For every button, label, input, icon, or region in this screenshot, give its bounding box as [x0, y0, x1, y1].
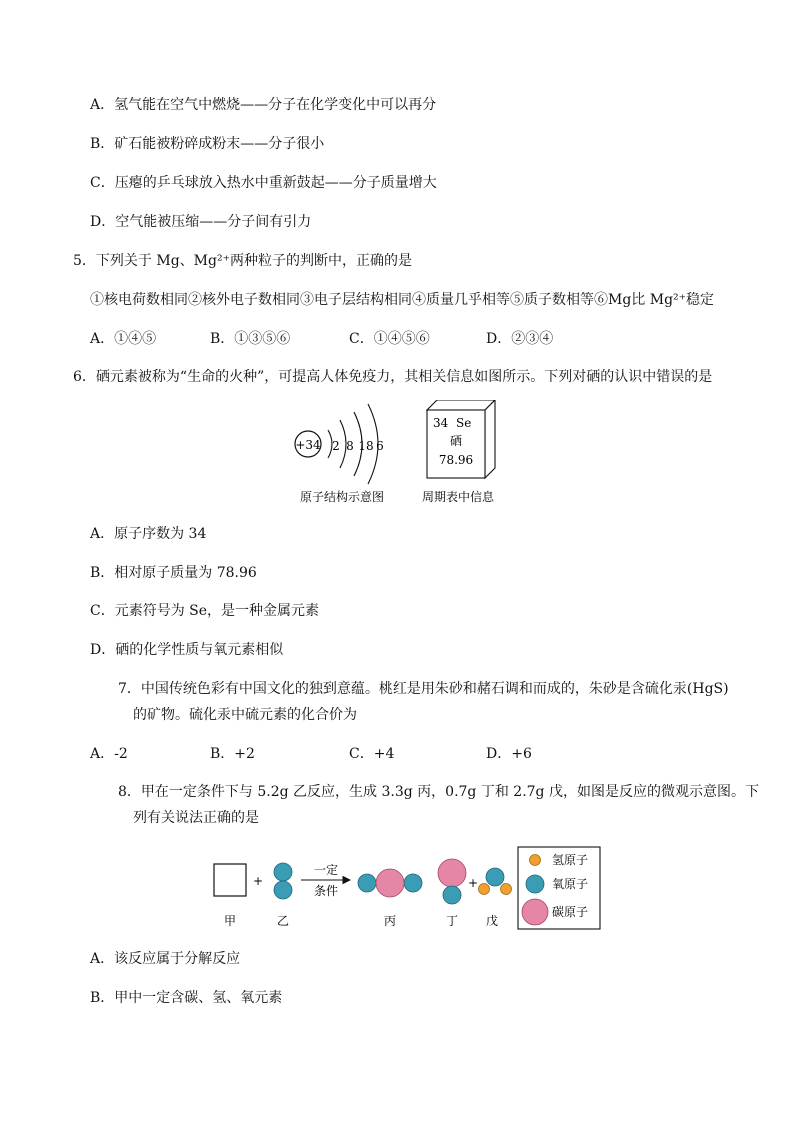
carbon-atom — [376, 869, 404, 897]
q6-option-c: C．元素符号为 Se，是一种金属元素 — [90, 603, 320, 619]
carbon-atom — [438, 859, 466, 887]
legend-carbon-label: 碳原子 — [552, 905, 589, 919]
atomic-mass: 78.96 — [438, 453, 474, 467]
label-jia: 甲 — [223, 914, 237, 928]
q4-option-c: C．压瘪的乒乓球放入热水中重新鼓起——分子质量增大 — [90, 175, 437, 191]
q7-option-c: C．+4 — [349, 746, 395, 762]
shell-electrons-4: 6 — [376, 439, 384, 453]
plus-sign-2: + — [467, 876, 479, 890]
q7-option-a: A．-2 — [90, 746, 128, 762]
hydrogen-atom — [479, 884, 490, 895]
shell-electrons-2: 8 — [346, 439, 354, 453]
plus-sign-1: + — [252, 874, 264, 888]
hydrogen-atom — [501, 884, 512, 895]
oxygen-atom — [404, 874, 422, 892]
q6-option-d: D．硒的化学性质与氧元素相似 — [90, 642, 284, 658]
reaction-diagram — [200, 843, 610, 935]
shell-electrons-1: 2 — [332, 439, 340, 453]
label-ding: 丁 — [445, 914, 459, 928]
q7-option-d: D．+6 — [486, 746, 532, 762]
oxygen-atom — [274, 863, 292, 881]
oxygen-atom — [358, 874, 376, 892]
oxygen-atom — [443, 886, 461, 904]
legend-hydrogen-icon — [530, 855, 541, 866]
q8-stem-line1: 8．甲在一定条件下与 5.2g 乙反应，生成 3.3g 丙，0.7g 丁和 2.7g 戊，如图是反应的微观示意图。下 — [118, 784, 759, 800]
legend-oxygen-icon — [526, 875, 544, 893]
selenium-figure — [280, 400, 520, 510]
q8-option-b: B．甲中一定含碳、氢、氧元素 — [90, 990, 283, 1006]
q5-option-b: B．①③⑤⑥ — [210, 331, 291, 347]
q6-stem: 6．硒元素被称为“生命的火种”，可提高人体免疫力，其相关信息如图所示。下列对硒的认识中错误的是 — [73, 369, 713, 385]
oxygen-atom — [486, 868, 504, 886]
shell-electrons-3: 18 — [358, 439, 374, 453]
q5-stem: 5．下列关于 Mg、Mg²⁺两种粒子的判断中，正确的是 — [73, 253, 412, 269]
atom-structure-caption: 原子结构示意图 — [299, 490, 385, 504]
q5-option-d: D．②③④ — [486, 331, 554, 347]
atom-structure-diagram — [295, 404, 384, 504]
legend-oxygen-label: 氧原子 — [552, 877, 589, 891]
q8-stem-line2: 列有关说法正确的是 — [133, 810, 259, 826]
legend-hydrogen-label: 氢原子 — [552, 853, 589, 867]
label-wu: 戊 — [485, 914, 499, 928]
element-symbol: Se — [456, 416, 472, 430]
q8-option-a: A．该反应属于分解反应 — [90, 951, 241, 967]
nucleus-charge: +34 — [295, 438, 321, 452]
q4-option-a: A．氢气能在空气中燃烧——分子在化学变化中可以再分 — [90, 97, 437, 113]
periodic-table-caption: 周期表中信息 — [421, 490, 495, 504]
q7-stem-line1: 7．中国传统色彩有中国文化的独到意蕴。桃红是用朱砂和赭石调和而成的，朱砂是含硫化汞(HgS) — [118, 681, 729, 697]
label-bing: 丙 — [383, 914, 397, 928]
element-name: 硒 — [449, 434, 463, 448]
q5-option-c: C．①④⑤⑥ — [349, 331, 430, 347]
q7-option-b: B．+2 — [210, 746, 255, 762]
arrow-condition-bottom: 条件 — [313, 884, 339, 898]
q5-option-a: A．①④⑤ — [90, 331, 157, 347]
q7-stem-line2: 的矿物。硫化汞中硫元素的化合价为 — [133, 707, 357, 723]
legend-carbon-icon — [522, 899, 548, 925]
arrow-condition-top: 一定 — [313, 863, 339, 877]
shell-arc-2 — [340, 420, 346, 468]
q4-option-d: D．空气能被压缩——分子间有引力 — [90, 214, 312, 230]
q5-statements: ①核电荷数相同②核外电子数相同③电子层结构相同④质量几乎相等⑤质子数相等⑥Mg比 Mg²⁺稳定 — [90, 292, 715, 308]
atomic-number: 34 — [433, 416, 449, 430]
label-yi: 乙 — [276, 914, 290, 928]
oxygen-atom — [274, 881, 292, 899]
periodic-table-cell — [422, 400, 495, 504]
q6-option-b: B．相对原子质量为 78.96 — [90, 565, 257, 581]
q4-option-b: B．矿石能被粉碎成粉末——分子很小 — [90, 136, 325, 152]
reactant-jia-box — [214, 864, 246, 896]
atom-legend — [518, 847, 600, 929]
q6-option-a: A．原子序数为 34 — [90, 526, 207, 542]
